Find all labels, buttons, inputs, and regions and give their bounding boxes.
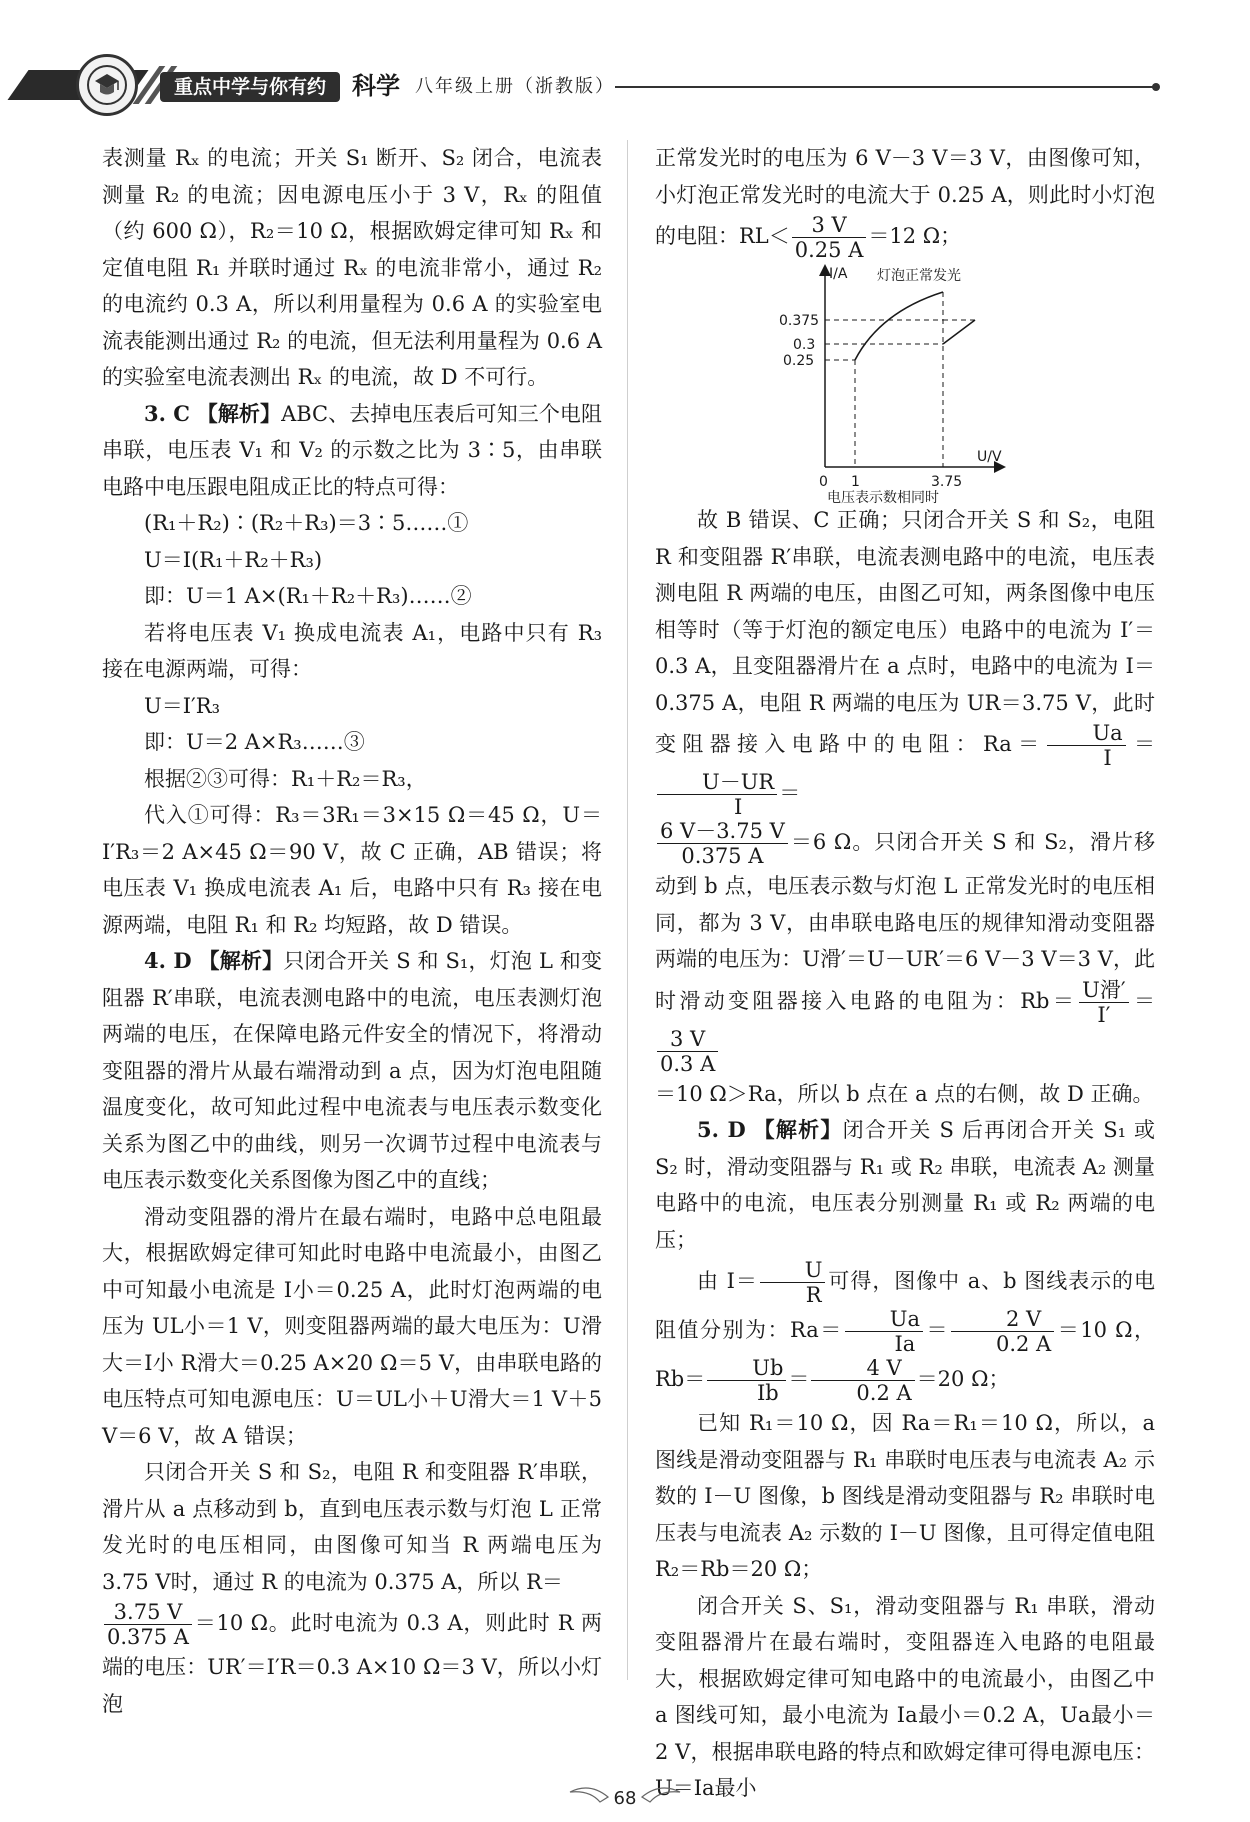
fraction-numerator: Ua — [845, 1307, 923, 1332]
x-tick: 0 — [819, 474, 828, 490]
header-rule — [615, 86, 1155, 88]
equation-line: U＝I′R₃ — [144, 693, 220, 718]
paragraph — [102, 1600, 602, 1722]
paragraph-text: ABC、去掉电压表后可知三个电阻串联，电压表 V₁ 和 V₂ 的示数之比为 3∶5，由串联电路中电压跟电阻成正比的特点可得： — [102, 401, 603, 499]
paragraph: 表测量 Rₓ 的电流；开关 S₁ 断开、S₂ 闭合，电流表测量 R₂ 的电流；因电源电压小于 3 V，Rₓ 的阻值（约 600 Ω），R₂＝10 Ω，根据欧姆定律可知 Rₓ 和定值电阻 R₁ 并联时通过 Rₓ 的电流非常小，通过 R₂ 的电流约 0.3 A，所以利用量程为 0.6 A 的实验室电流表能测出通过 R₂ 的电流，但无法利用量程为 0.6 A 的实验室电流表测出 Rₓ 的电流，故 D 不可行。 — [102, 146, 602, 389]
paragraph-text: ＝ — [1130, 988, 1155, 1013]
fraction-numerator: 2 V — [951, 1307, 1054, 1332]
graph-caption: 电压表示数相同时 — [827, 490, 939, 506]
y-tick: 0.3 — [793, 337, 816, 353]
paragraph: 已知 R₁＝10 Ω，因 Ra＝R₁＝10 Ω，所以，a 图线是滑动变阻器与 R₁ 串联时电压表与电流表 A₂ 示数的 I－U 图像，b 图线是滑动变阻器与 R₂ 串联时电压表与电流表 A₂ 示数的 I－U 图像，且可得定值电阻 R₂＝Rb＝20 Ω； — [655, 1411, 1155, 1581]
paragraph: 若将电压表 V₁ 换成电流表 A₁，电路中只有 R₃ 接在电源两端，可得： — [102, 620, 602, 681]
fraction-denominator: I′ — [1097, 1002, 1111, 1027]
paragraph-text: ＝6 Ω。只闭合开关 S 和 S₂，滑片移动到 b 点，电压表示数与灯泡 L 正常发光时的电压相同，都为 3 V，由串联电路电压的规律知滑动变阻器两端的电压为：U滑′＝U－UR′＝6 V－3 V＝3 V，此时滑动变阻器接入电路的电阻为：Rb＝ — [655, 830, 1155, 1013]
paragraph-text: ＝ — [924, 1318, 949, 1342]
question-number: 4. D — [144, 948, 192, 973]
fraction-numerator: 3 V — [792, 213, 867, 238]
paragraph-text: ＝ — [788, 1367, 810, 1391]
fraction-numerator: U－UR — [657, 770, 777, 795]
fraction-denominator: 0.2 A — [856, 1381, 912, 1405]
paragraph — [655, 502, 1155, 819]
paragraph — [655, 140, 1155, 262]
paragraph-text: 只闭合开关 S 和 S₁，灯泡 L 和变阻器 R′串联，电流表测电路中的电流，电压表测灯泡两端的电压，在保障电路元件安全的情况下，将滑动变阻器的滑片从最右端滑动到 a 点，因为灯泡电阻随温度变化，故可知此过程中电流表与电压表示数变化关系为图乙中的曲线，则另一次调节过程中电流表与电压表示数变化关系图像为图乙中的直线； — [102, 949, 602, 1192]
fraction — [707, 1356, 786, 1405]
fraction — [657, 1027, 718, 1076]
right-column — [655, 140, 1155, 1807]
paragraph: ＝10 Ω＞Ra，所以 b 点在 a 点的右侧，故 D 正确。 — [655, 1081, 1154, 1106]
paragraph: 根据②③可得：R₁＋R₂＝R₃， — [144, 766, 427, 791]
x-tick: 3.75 — [931, 474, 963, 490]
fraction-numerator: Ua — [1047, 721, 1125, 746]
question-3-analysis — [102, 396, 602, 506]
fraction-denominator: 0.25 A — [794, 238, 864, 262]
fraction — [1047, 721, 1125, 770]
fraction — [657, 819, 788, 868]
question-4-analysis — [102, 943, 602, 1199]
fraction — [760, 1258, 826, 1307]
paragraph-text: 由 I＝ — [697, 1269, 758, 1293]
paragraph-text: 故 B 错误、C 正确；只闭合开关 S 和 S₂，电阻 R 和变阻器 R′串联，电流表测电路中的电流，电压表测电阻 R 两端的电压，由图乙可知，两条图像中电压相等时（等于灯泡的额定电压）电路中的电流为 I′＝0.3 A，且变阻器滑片在 a 点时，电路中的电流为 I＝0.375 A，电阻 R 两端的电压为 UR＝3.75 V，此时变阻器接入电路中的电阻：Ra＝ — [655, 508, 1155, 756]
grade-label: 八年级上册（浙教版） — [415, 76, 615, 97]
fraction-numerator: 3.75 V — [104, 1600, 192, 1625]
paragraph-text: ＝10 Ω，Rb＝ — [655, 1318, 1155, 1391]
paragraph-text: ＝20 Ω； — [916, 1367, 1010, 1391]
paragraph-text: ＝10 Ω。此时电流为 0.3 A，则此时 R 两端的电压：UR′＝I′R＝0.3 A×10 Ω＝3 V，所以小灯泡 — [102, 1611, 602, 1716]
series-title: 重点中学与你有约 — [160, 72, 340, 102]
question-number: 3. C — [144, 400, 191, 426]
analysis-tag: 【解析】 — [198, 948, 284, 973]
paragraph-text: ＝ — [1127, 732, 1156, 756]
fraction-denominator: 0.3 A — [660, 1051, 716, 1076]
x-tick: 1 — [851, 474, 860, 490]
page-number: 68 — [613, 1788, 637, 1809]
x-axis-label: U/V — [977, 449, 1002, 465]
paragraph — [655, 819, 1155, 1076]
analysis-tag: 【解析】 — [753, 1117, 843, 1142]
header-rule-dot — [1152, 83, 1160, 91]
fraction-numerator: 3 V — [657, 1027, 718, 1052]
equation-line: 即：U＝2 A×R₃……③ — [144, 730, 365, 754]
column-divider — [627, 140, 628, 1680]
fraction-denominator: 0.2 A — [995, 1332, 1052, 1356]
fraction — [792, 213, 867, 262]
paragraph — [655, 1258, 1155, 1405]
iu-graph — [655, 262, 1155, 506]
fraction-numerator: U — [760, 1258, 826, 1283]
fraction-denominator: 0.375 A — [107, 1625, 189, 1649]
fraction-numerator: 4 V — [811, 1356, 914, 1381]
paragraph: 闭合开关 S、S₁，滑动变阻器与 R₁ 串联，滑动变阻器滑片在最右端时，变阻器连入电路的电阻最大，根据欧姆定律可知电路中的电流最小，由图乙中 a 图线可知，最小电流为 Ia最小＝0.2 A，Ua最小＝2 V，根据串联电路的特点和欧姆定律可得电源电压：U＝Ia最小 — [655, 1593, 1155, 1800]
fraction-denominator: 0.375 A — [681, 844, 764, 868]
question-5-analysis — [655, 1112, 1155, 1258]
fraction-numerator: U滑′ — [1079, 978, 1128, 1003]
fraction — [657, 770, 777, 819]
question-number: 5. D — [697, 1117, 746, 1142]
paragraph-text: 正常发光时的电压为 6 V－3 V＝3 V，由图像可知，小灯泡正常发光时的电流大于 0.25 A，则此时小灯泡的电阻：RL＜ — [655, 146, 1155, 248]
fraction-numerator: Ub — [707, 1356, 786, 1381]
y-tick: 0.375 — [779, 313, 820, 329]
fraction — [845, 1307, 923, 1356]
equation-line: U＝I(R₁＋R₂＋R₃) — [144, 547, 323, 572]
fraction — [811, 1356, 914, 1405]
paragraph-text: ＝ — [779, 781, 801, 805]
fraction — [951, 1307, 1054, 1356]
fraction-denominator: R — [805, 1283, 822, 1307]
fraction-denominator: Ib — [756, 1381, 779, 1405]
paragraph-text: ＝12 Ω； — [868, 224, 962, 248]
fraction-numerator: 6 V－3.75 V — [657, 819, 788, 844]
fraction-denominator: I — [733, 795, 743, 819]
resistor-line — [943, 320, 975, 344]
fraction-denominator: Ia — [894, 1332, 916, 1356]
paragraph-text: 可得，图像中 a、b 图线表示的电阻值分别为：Ra＝ — [655, 1269, 1155, 1342]
graph-svg — [779, 262, 1025, 506]
paragraph: 滑动变阻器的滑片在最右端时，电路中总电阻最大，根据欧姆定律可知此时电路中电流最小，由图乙中可知最小电流是 I小＝0.25 A，此时灯泡两端的电压为 UL小＝1 V，则变阻器两端的最大电压为：U滑大＝I小 R滑大＝0.25 A×20 Ω＝5 V，由串联电路的电压特点可知电源电压：U＝UL小＋U滑大＝1 V＋5 V＝6 V，故 A 错误； — [102, 1204, 602, 1448]
subject-title: 科学 — [352, 72, 400, 100]
fraction — [1079, 978, 1128, 1027]
fraction-denominator: I — [1103, 746, 1112, 770]
left-column — [102, 140, 602, 1722]
top-note: 灯泡正常发光 — [877, 268, 961, 284]
school-emblem-icon — [76, 54, 138, 116]
page-header — [0, 0, 1250, 120]
fraction — [104, 1600, 192, 1649]
y-axis-label: I/A — [829, 266, 848, 282]
analysis-tag: 【解析】 — [196, 400, 282, 426]
equation-line: (R₁＋R₂)∶(R₂＋R₃)＝3∶5……① — [144, 511, 469, 535]
lamp-curve — [855, 292, 943, 360]
paragraph: 代入①可得：R₃＝3R₁＝3×15 Ω＝45 Ω，U＝I′R₃＝2 A×45 Ω＝90 V，故 C 正确，AB 错误；将电压表 V₁ 换成电流表 A₁ 后，电路中只有 R₃ 接在电源两端，电阻 R₁ 和 R₂ 均短路，故 D 错误。 — [102, 803, 602, 937]
y-tick: 0.25 — [783, 353, 815, 369]
paragraph: 只闭合开关 S 和 S₂，电阻 R 和变阻器 R′串联，滑片从 a 点移动到 b，直到电压表示数与灯泡 L 正常发光时的电压相同，由图像可知当 R 两端电压为 3.75 V时，通过 R 的电流为 0.375 A，所以 R＝ — [102, 1460, 602, 1594]
equation-line: 即：U＝1 A×(R₁＋R₂＋R₃)……② — [144, 584, 472, 608]
paragraph-text: 闭合开关 S 后再闭合开关 S₁ 或 S₂ 时，滑动变阻器与 R₁ 或 R₂ 串联，电流表 A₂ 测量电路中的电流，电压表分别测量 R₁ 或 R₂ 两端的电压； — [655, 1118, 1155, 1252]
